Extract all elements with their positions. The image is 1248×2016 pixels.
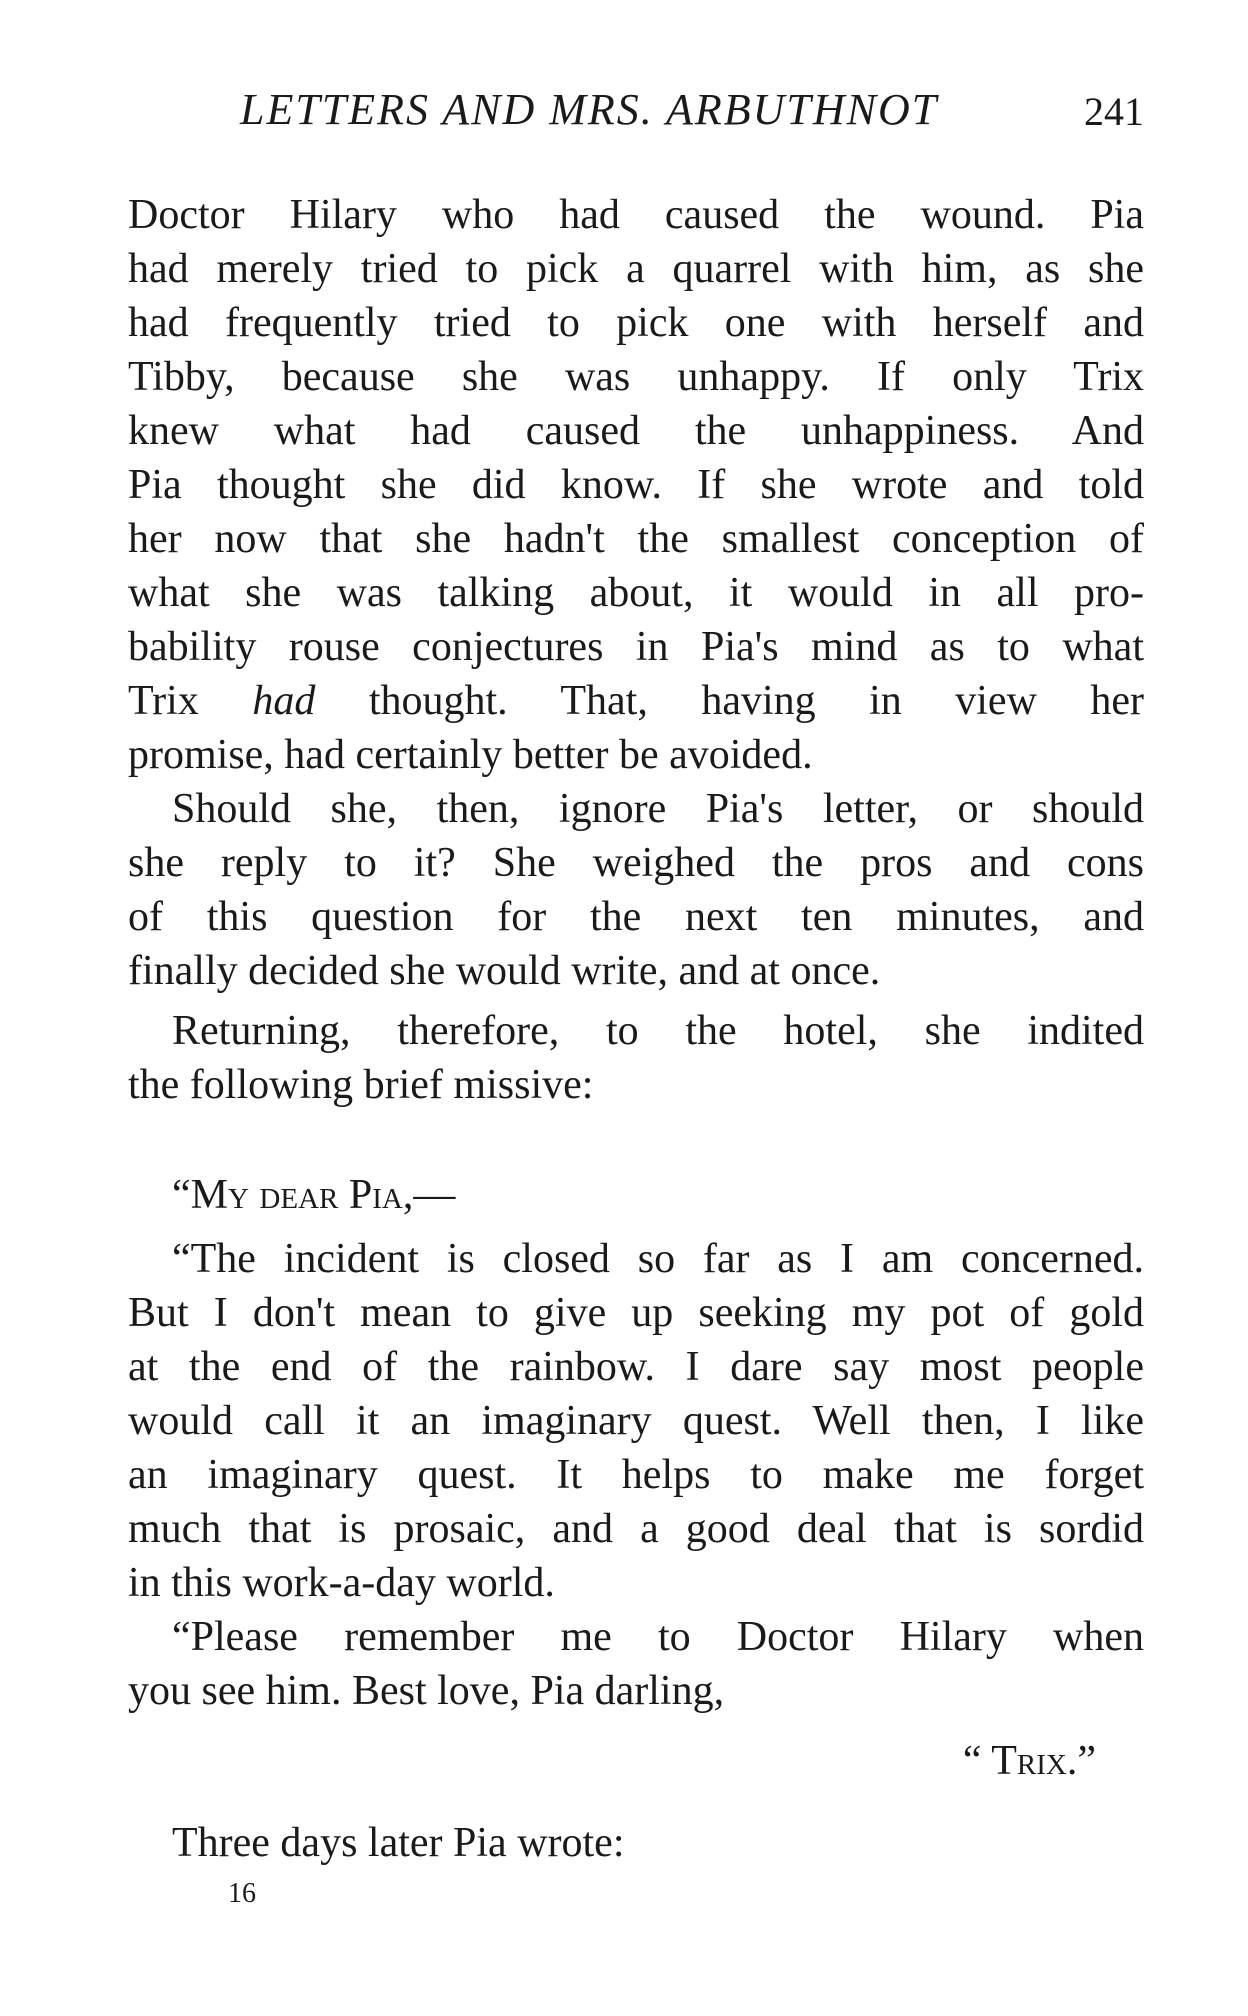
letter	[128, 1168, 1144, 1718]
running-header	[128, 84, 1144, 144]
text-line: Pia thought she did know. If she wrote and told	[128, 462, 1144, 508]
text-line: Doctor Hilary who had caused the wound. Pia	[128, 192, 1144, 238]
page-number: 241	[1084, 89, 1144, 134]
text-line: an imaginary quest. It helps to make me forget	[128, 1452, 1144, 1498]
text-line: “Please remember me to Doctor Hilary when	[172, 1614, 1144, 1660]
paragraph-2	[128, 782, 1144, 998]
text-line: she reply to it? She weighed the pros and cons	[128, 840, 1144, 886]
text-line: much that is prosaic, and a good deal that is sordid	[128, 1506, 1144, 1552]
text-line: you see him. Best love, Pia darling,	[128, 1668, 725, 1714]
letter-salutation: “My dear Pia,—	[172, 1172, 456, 1218]
text-segment: thought. That, having in view her	[368, 678, 1145, 724]
text-line: had frequently tried to pick one with herself and	[128, 300, 1144, 346]
text-line: promise, had certainly better be avoided.	[128, 732, 813, 778]
running-title: LETTERS AND MRS. ARBUTHNOT	[240, 85, 939, 134]
text-line: the following brief missive:	[128, 1062, 594, 1108]
text-line: at the end of the rainbow. I dare say most people	[128, 1344, 1144, 1390]
text-line: in this work-a-day world.	[128, 1560, 555, 1606]
text-line: Returning, therefore, to the hotel, she indited	[172, 1008, 1144, 1054]
text-line: would call it an imaginary quest. Well then, I like	[128, 1398, 1144, 1444]
folio-signature-mark: 16	[228, 1878, 256, 1909]
text-line: Three days later Pia wrote:	[172, 1820, 625, 1866]
paragraph-1	[128, 188, 1144, 782]
text-line: Should she, then, ignore Pia's letter, or should	[172, 786, 1144, 832]
text-line: “The incident is closed so far as I am concerned.	[172, 1236, 1144, 1282]
text-line: knew what had caused the unhappiness. And	[128, 408, 1144, 454]
text-line: bability rouse conjectures in Pia's mind as to what	[128, 624, 1144, 670]
text-line: of this question for the next ten minutes, and	[128, 894, 1144, 940]
text-line: Tibby, because she was unhappy. If only Trix	[128, 354, 1144, 400]
text-line-with-emphasis	[128, 674, 1144, 728]
emphasized-word: had	[252, 678, 316, 724]
text-line: what she was talking about, it would in all pro-	[128, 570, 1144, 616]
text-line: had merely tried to pick a quarrel with him, as she	[128, 246, 1144, 292]
paragraph-3	[128, 1004, 1144, 1112]
letter-signature: “ Trix.”	[962, 1738, 1096, 1784]
text-line: her now that she hadn't the smallest conception of	[128, 516, 1144, 562]
closing-paragraph	[128, 1816, 1144, 1870]
text-line: finally decided she would write, and at once.	[128, 948, 881, 994]
text-segment: Trix	[128, 678, 199, 724]
text-line: But I don't mean to give up seeking my pot of gold	[128, 1290, 1144, 1336]
